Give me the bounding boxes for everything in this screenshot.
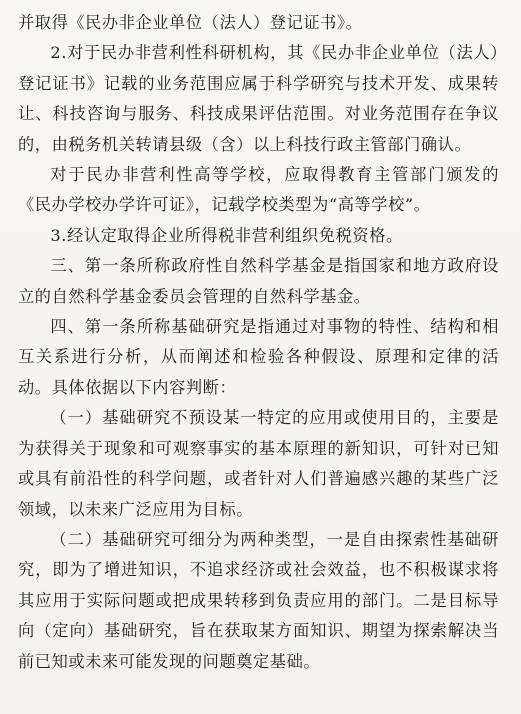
paragraph-section-3: 三、第一条所称政府性自然科学基金是指国家和地方政府设立的自然科学基金委员会管理的自然科学基金。 [18,256,499,306]
paragraph-item-2: 2.对于民办非营利性科研机构，其《民办非企业单位（法人）登记证书》记载的业务范围应属于科学研究与技术开发、成果转让、科技咨询与服务、科技成果评估范围。对业务范围存在争议的，由税务机关转请县级（含）以上科技行政主管部门确认。 [18,43,499,154]
paragraph-higher-education: 对于民办非营利性高等学校，应取得教育主管部门颁发的《民办学校办学许可证》，记载学校类型为“高等学校”。 [18,165,499,215]
paragraph-subsection-2: （二）基础研究可细分为两种类型，一是自由探索性基础研究，即为了增进知识，不追求经济或社会效益，也不积极谋求将其应用于实际问题或把成果转移到负责应用的部门。二是目标导向（定向）基础研究，旨在获取某方面知识、期望为探索解决当前已知或未来可能发现的问题奠定基础。 [18,529,499,671]
paragraph-subsection-1: （一）基础研究不预设某一特定的应用或使用目的，主要是为获得关于现象和可观察事实的基本原理的新知识，可针对已知或具有前沿性的科学问题，或者针对人们普遍感兴趣的某些广泛领域，以未来广泛应用为目标。 [18,408,499,519]
paragraph-continuation: 并取得《民办非企业单位（法人）登记证书》。 [18,13,363,32]
paragraph-section-4: 四、第一条所称基础研究是指通过对事物的特性、结构和相互关系进行分析，从而阐述和检验各种假设、原理和定律的活动。具体依据以下内容判断： [18,317,499,397]
paragraph-item-3: 3.经认定取得企业所得税非营利组织免税资格。 [50,225,403,245]
